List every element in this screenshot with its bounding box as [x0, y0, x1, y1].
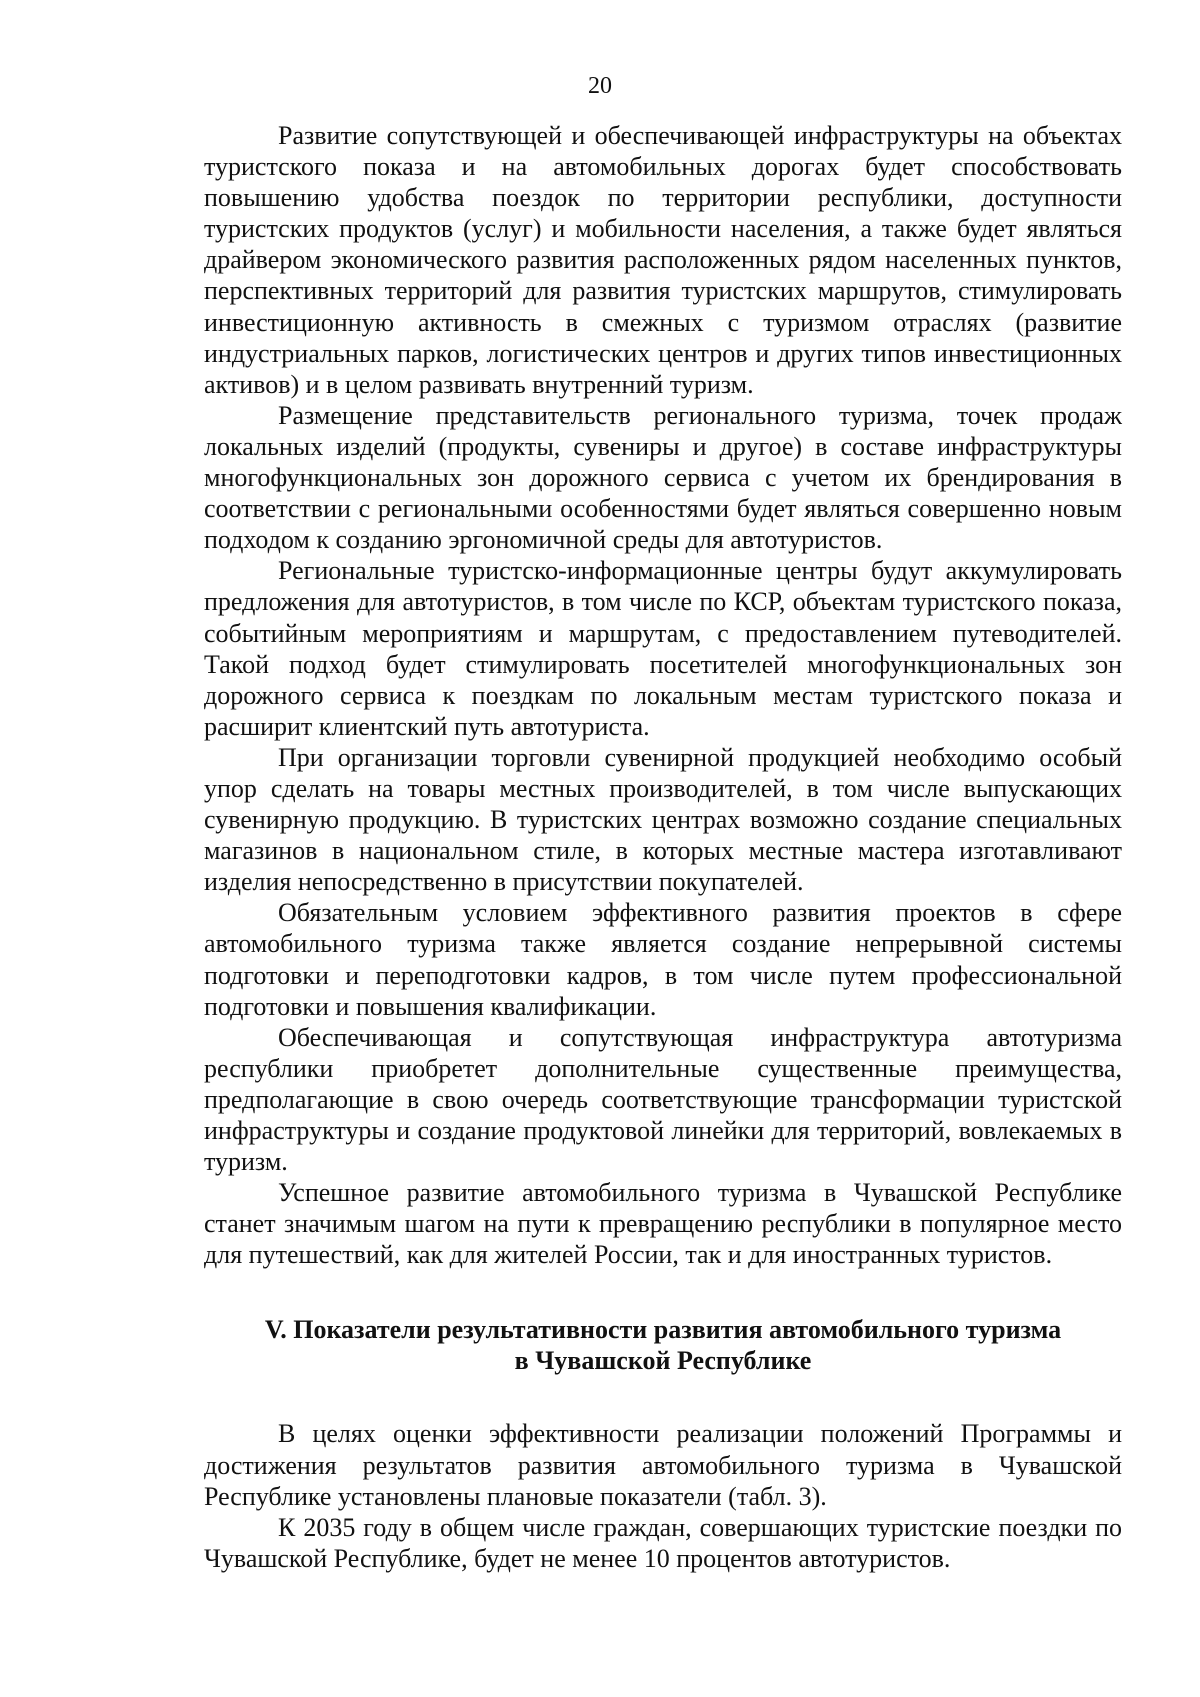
section-heading-line: в Чувашской Республике — [514, 1346, 812, 1376]
paragraph: Размещение представительств регионального туризма, точек продаж локальных изделий (продукты, сувениры и другое) в составе инфраструктуры многофункциональных зон дорожного сервиса с учетом их брендирования в соответствии с региональными особенностями будет являться совершенно новым подходом к созданию эргономичной среды для автотуристов. — [204, 400, 1122, 555]
paragraph: Обеспечивающая и сопутствующая инфраструктура автотуризма республики приобретет дополнительные существенные преимущества, предполагающие в свою очередь соответствующие трансформации туристской инфраструктуры и создание продуктовой линейки для территорий, вовлекаемых в туризм. — [204, 1022, 1122, 1177]
paragraph: Обязательным условием эффективного развития проектов в сфере автомобильного туризма также является создание непрерывной системы подготовки и переподготовки кадров, в том числе путем профессиональной подготовки и повышения квалификации. — [204, 898, 1122, 1021]
section-heading-line: V. Показатели результативности развития автомобильного туризма — [264, 1315, 1062, 1345]
paragraph: Развитие сопутствующей и обеспечивающей инфраструктуры на объектах туристского показа и на автомобильных дорогах будет способствовать повышению удобства поездок по территории республики, доступности туристских продуктов (услуг) и мобильности населения, а также будет являться драйвером экономического развития расположенных рядом населенных пунктов, перспективных территорий для развития туристских маршрутов, стимулировать инвестиционную активность в смежных с туризмом отраслях (развитие индустриальных парков, логистических центров и других типов инвестиционных активов) и в целом развивать внутренний туризм. — [204, 121, 1122, 399]
paragraph: К 2035 году в общем числе граждан, совершающих туристские поездки по Чувашской Республике, будет не менее 10 процентов автотуристов. — [204, 1512, 1122, 1573]
section-heading — [204, 1314, 1122, 1376]
paragraph: Успешное развитие автомобильного туризма в Чувашской Республике станет значимым шагом на пути к превращению республики в популярное место для путешествий, как для жителей России, так и для иностранных туристов. — [204, 1178, 1122, 1270]
document-body — [204, 120, 1122, 1574]
paragraph: В целях оценки эффективности реализации положений Программы и достижения результатов развития автомобильного туризма в Чувашской Республике установлены плановые показатели (табл. 3). — [204, 1419, 1122, 1511]
paragraph: При организации торговли сувенирной продукцией необходимо особый упор сделать на товары местных производителей, в том числе выпускающих сувенирную продукцию. В туристских центрах возможно создание специальных магазинов в национальном стиле, в которых местные мастера изготавливают изделия непосредственно в присутствии покупателей. — [204, 742, 1122, 897]
page-number: 20 — [588, 73, 612, 99]
paragraph: Региональные туристско-информационные центры будут аккумулировать предложения для автотуристов, в том числе по КСР, объектам туристского показа, событийным мероприятиям и маршрутам, с предоставлением путеводителей. Такой подход будет стимулировать посетителей многофункциональных зон дорожного сервиса к поездкам по локальным местам туристского показа и расширит клиентский путь автотуриста. — [204, 556, 1122, 741]
